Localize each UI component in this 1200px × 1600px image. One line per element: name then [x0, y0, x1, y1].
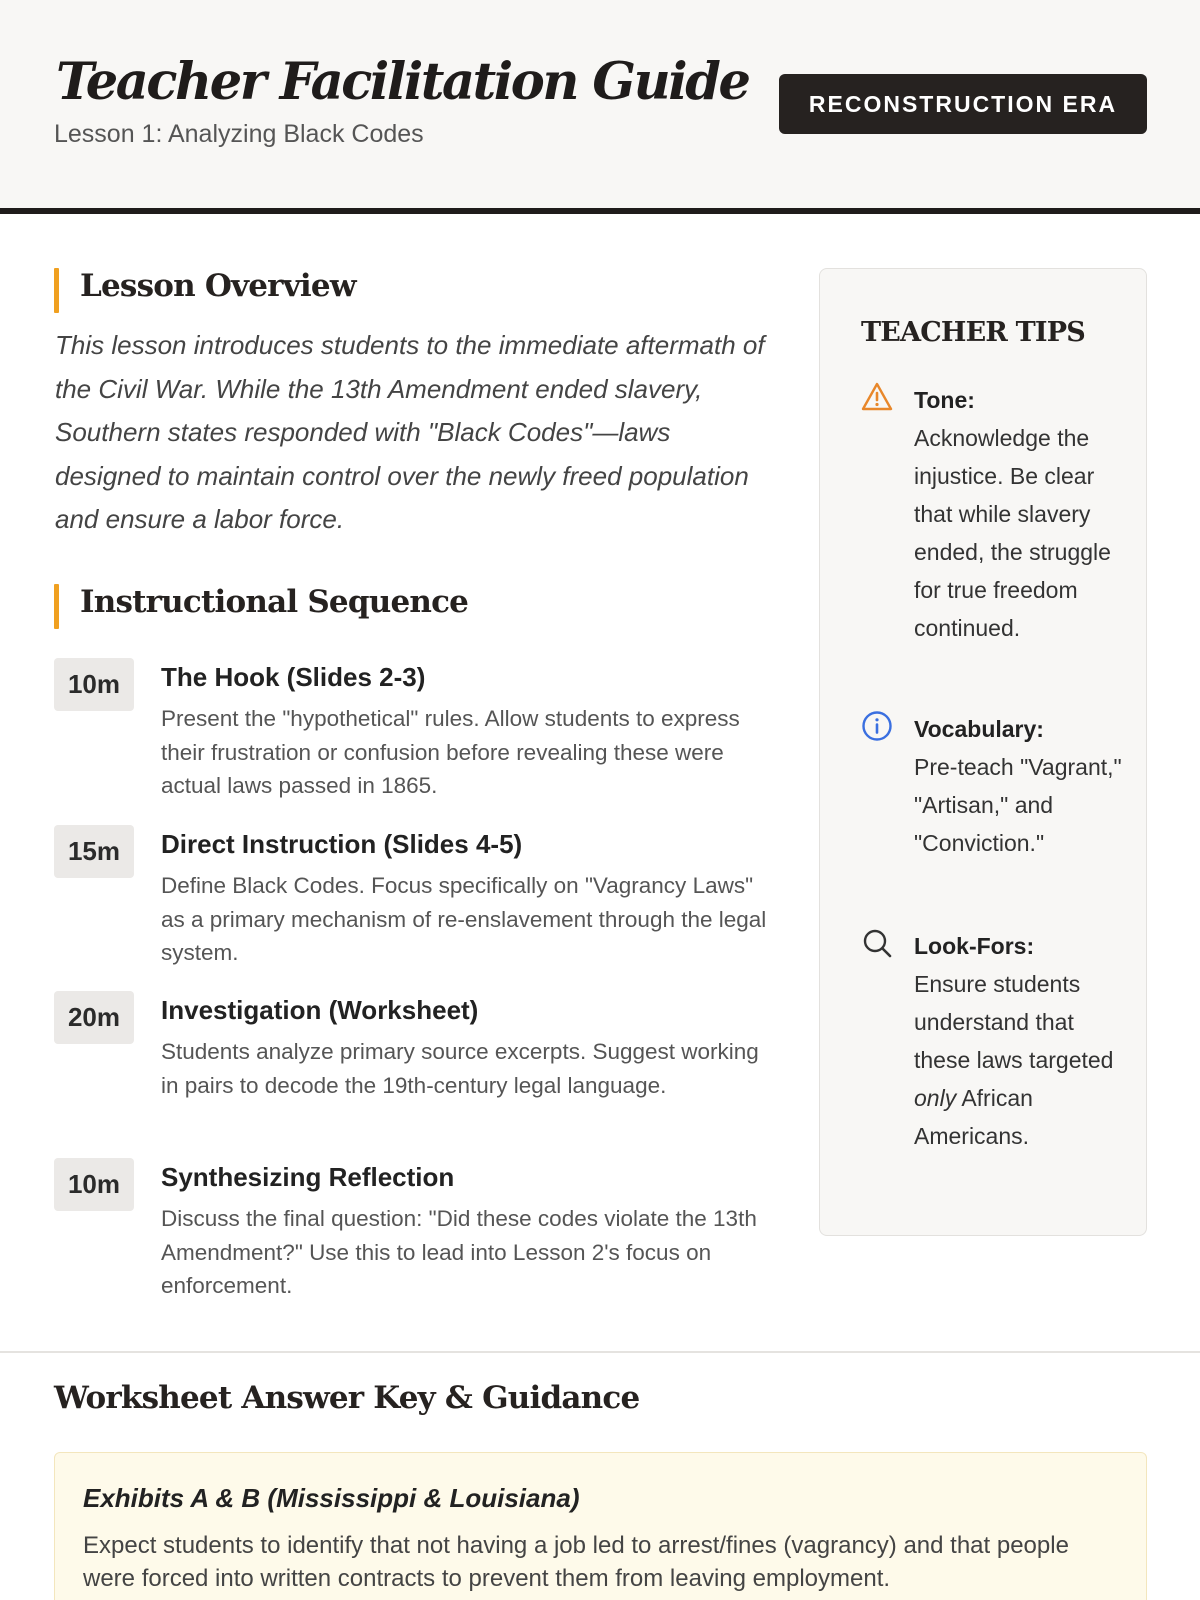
search-icon: [861, 927, 893, 959]
tip-label: Vocabulary:: [914, 716, 1044, 742]
time-chip: 20m: [54, 991, 134, 1044]
teacher-tips-panel: [819, 268, 1147, 1236]
sequence-item-description: Define Black Codes. Focus specifically on "Vagrancy Laws" as a primary mechanism of re-enslavement through the legal system.: [161, 873, 767, 965]
sequence-item-title: Investigation (Worksheet): [161, 995, 479, 1025]
sequence-item-description: Students analyze primary source excerpts. Suggest working in pairs to decode the 19th-century legal language.: [161, 1039, 759, 1098]
sequence-item-description: Present the "hypothetical" rules. Allow students to express their frustration or confusion before revealing these were actual laws passed in 1865.: [161, 706, 740, 798]
tip-label: Look-Fors:: [914, 933, 1035, 959]
tip-body: Ensure students understand that these laws targeted: [914, 971, 1114, 1073]
exhibit-title: Exhibits A & B (Mississippi & Louisiana): [83, 1483, 580, 1513]
page-header: [0, 0, 1200, 214]
section-divider: [0, 1351, 1200, 1353]
sequence-item-title: Direct Instruction (Slides 4-5): [161, 829, 523, 859]
exhibit-description: Expect students to identify that not having a job led to arrest/fines (vagrancy) and that people were forced into written contracts to prevent them from leaving employment.: [83, 1532, 1069, 1592]
sequence-item-title: The Hook (Slides 2-3): [161, 662, 426, 692]
time-chip: 15m: [54, 825, 134, 878]
answer-key-heading: Worksheet Answer Key & Guidance: [54, 1380, 640, 1416]
teacher-tips-heading: TEACHER TIPS: [861, 317, 1085, 348]
page-title: Teacher Facilitation Guide: [56, 52, 749, 112]
page-subtitle: Lesson 1: Analyzing Black Codes: [54, 120, 424, 148]
tip-label: Tone:: [914, 387, 975, 413]
tip-text: [914, 381, 1124, 647]
warning-icon: [861, 381, 893, 413]
overview-text: This lesson introduces students to the immediate aftermath of the Civil War. While the 13th Amendment ended slavery, Southern states responded with "Black Codes"—laws designed to maintain control over the newly freed population and ensure a labor force.: [55, 330, 765, 534]
info-icon: [861, 710, 893, 742]
time-chip: 10m: [54, 658, 134, 711]
sequence-item-description: Discuss the final question: "Did these codes violate the 13th Amendment?" Use this to lead into Lesson 2's focus on enforcement.: [161, 1206, 757, 1298]
tip-text: [914, 710, 1124, 862]
sequence-heading: Instructional Sequence: [54, 584, 468, 620]
overview-heading: Lesson Overview: [54, 268, 356, 304]
tip-body: Pre-teach "Vagrant," "Artisan," and "Conviction.": [914, 754, 1122, 856]
tip-emphasis: only: [914, 1085, 957, 1111]
exhibit-callout: [54, 1452, 1147, 1600]
era-badge: RECONSTRUCTION ERA: [779, 74, 1147, 134]
tip-body-end: African Americans.: [914, 1085, 1033, 1149]
sequence-item-title: Synthesizing Reflection: [161, 1162, 455, 1192]
tip-body: Acknowledge the injustice. Be clear that while slavery ended, the struggle for true freedom continued.: [914, 425, 1111, 641]
tip-text: [914, 927, 1124, 1155]
time-chip: 10m: [54, 1158, 134, 1211]
